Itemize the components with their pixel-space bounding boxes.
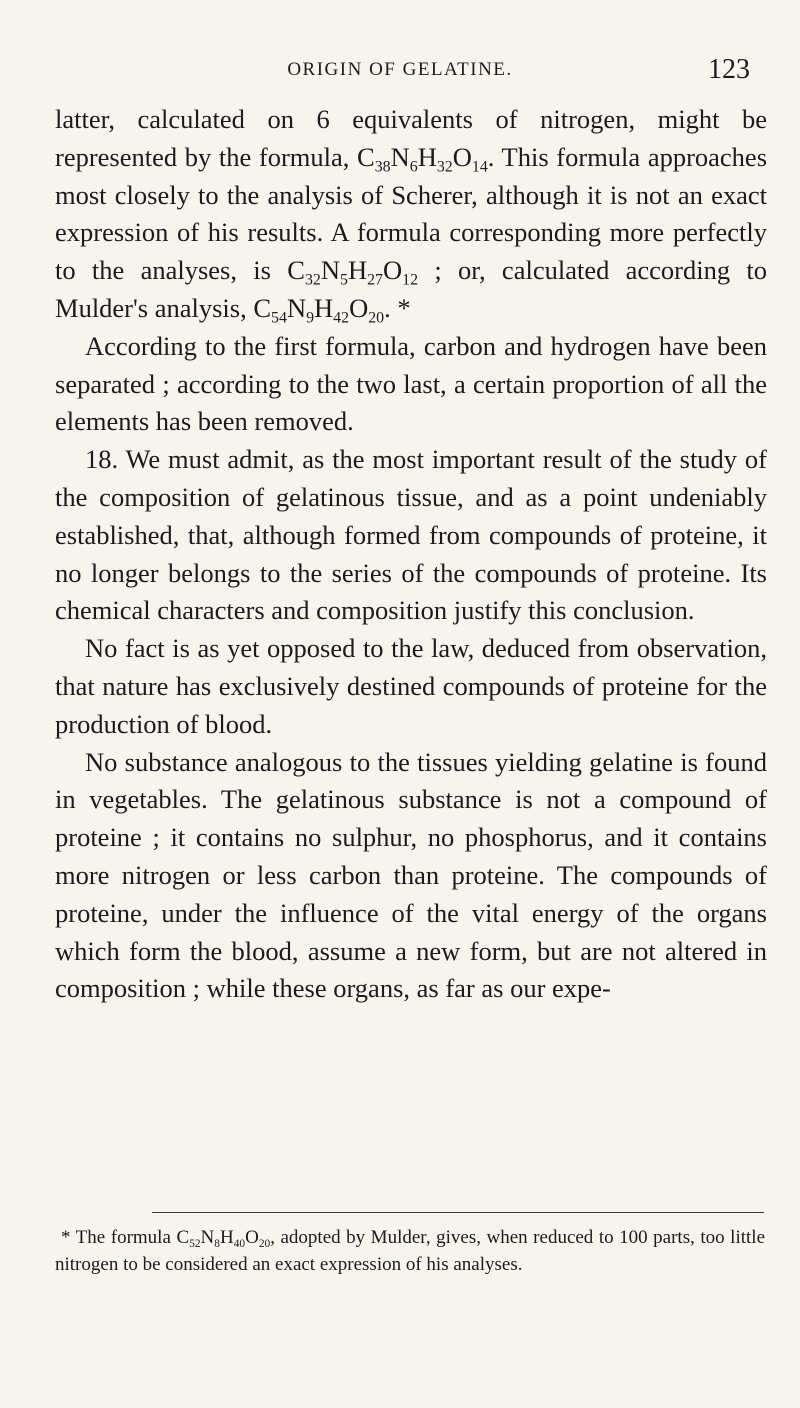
paragraph-vegetables: No substance analogous to the tissues yielding gelatine is found in vegetables. The gelatinous substance is not a compound of proteine ; it contains no sulphur, no phosphorus, and it contains more nitrogen or less carbon than proteine. The compounds of proteine, under the influence of the vital energy of the organs which form the blood, assume a new form, but are not altered in composition ; while these organs, as far as our expe- <box>55 746 767 1004</box>
formula-c32n5h27o12: $C_{32}N_5H_{27}O_{12}$ <box>287 255 419 289</box>
formula-c38n6h32o14: $C_{38}N_6H_{32}O_{14}$ <box>357 141 488 176</box>
footnote-text: * The formula $C_{52}N_8H_{40}O_{20}$, adopted by Mulder, gives, when reduced to 100 parts, too little nitrogen to be considered an exact expression of his analyses. <box>55 1227 766 1275</box>
running-head <box>0 56 800 86</box>
paragraph-formulas <box>55 101 767 328</box>
footnote <box>55 1224 765 1278</box>
paragraph-text: latter, calculated on 6 equivalents of nitrogen, might be represented by the formula, <box>55 104 767 172</box>
paragraph-text: . This formula approaches most closely to the analysis of Scherer, although it is not an exact expression of his results. A formula corresponding more perfectly to the analyses, is <box>55 141 768 286</box>
footnote-marker: . * <box>384 292 411 323</box>
footnote-divider <box>152 1212 764 1213</box>
paragraph-first-formula: According to the first formula, carbon and hydrogen have been separated ; according to the two last, a certain proportion of all the elements has been removed. <box>55 330 767 437</box>
paragraph-blood-law: No fact is as yet opposed to the law, deduced from observation, that nature has exclusively destined compounds of proteine for the production of blood. <box>55 633 767 739</box>
paragraph-text: ; or, calculated according to Mulder's analysis, <box>55 255 768 323</box>
paragraph-section-18: 18. We must admit, as the most important result of the study of the composition of gelatinous tissue, and as a point undeniably established, that, although formed from compounds of proteine, it no longer belongs to the series of the compounds of proteine. Its chemical characters and composition justify this conclusion. <box>55 444 767 626</box>
running-title: ORIGIN OF GELATINE. <box>287 59 513 80</box>
formula-c52n8h40o20: $C_{52}N_8H_{40}O_{20}$ <box>176 1227 271 1250</box>
page-number: 123 <box>708 54 750 85</box>
body-text <box>55 101 767 1008</box>
formula-c54n9h42o20: $C_{54}N_9H_{42}O_{20}$ <box>253 292 385 327</box>
